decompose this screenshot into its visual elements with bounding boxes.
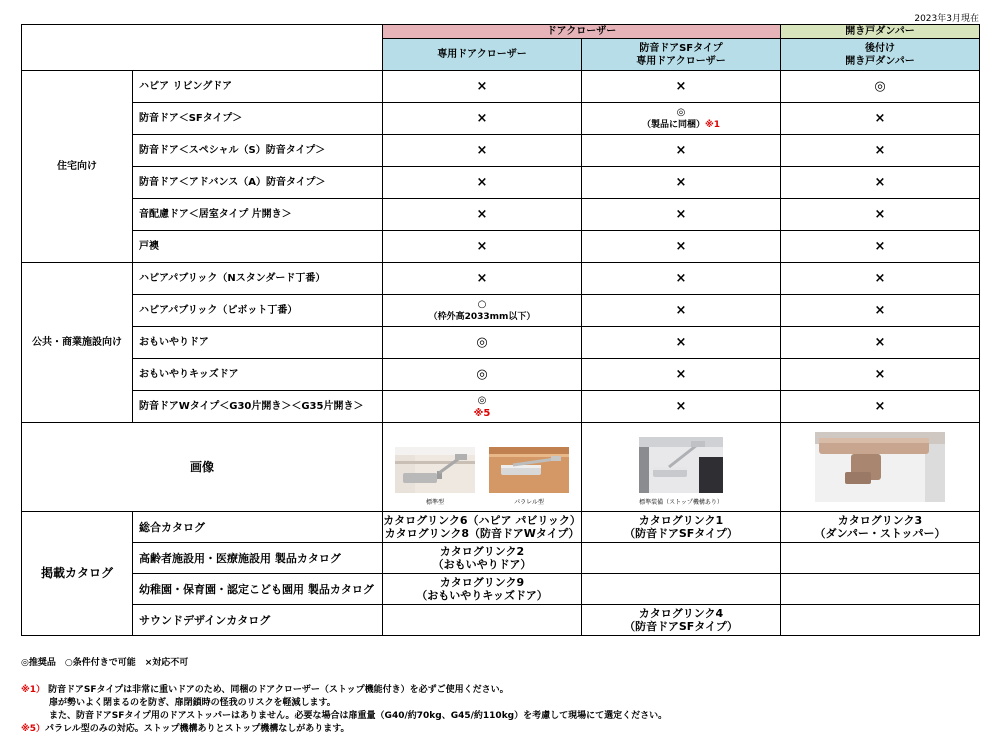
row-name: 防音ドア＜スペシャル（S）防音タイプ＞: [133, 135, 383, 167]
header-col1: 専用ドアクローザー: [383, 39, 582, 71]
empty-cell: [383, 605, 582, 636]
section-public: 公共・商業施設向け: [22, 263, 133, 423]
footnotes: [21, 684, 667, 736]
footnote-mark: ※1）: [21, 685, 46, 695]
footnote-1: [21, 684, 667, 697]
cell-symbol: ×: [781, 135, 980, 167]
header-col2: 防音ドアSFタイプ 専用ドアクローザー: [582, 39, 781, 71]
row-name: 戸襖: [133, 231, 383, 263]
table-row: [22, 512, 980, 543]
cell-note: （枠外高2033mm以下）: [428, 311, 536, 322]
empty-cell: [781, 543, 980, 574]
note-ref[interactable]: ※5: [473, 407, 491, 419]
section-catalog: 掲載カタログ: [22, 512, 133, 636]
door-closer-standard-icon: [395, 447, 475, 493]
header-blank: [22, 25, 383, 71]
row-name: ハピア リビングドア: [133, 71, 383, 103]
catalog-link-cell[interactable]: [383, 574, 582, 605]
catalog-link-cell[interactable]: [383, 543, 582, 574]
cell-symbol: ×: [781, 263, 980, 295]
catalog-note: （防音ドアSFタイプ）: [624, 527, 738, 540]
catalog-note: （ダンパー・ストッパー）: [814, 527, 946, 540]
table-row: [22, 574, 980, 605]
row-name: ハピアパブリック（ピボット丁番）: [133, 295, 383, 327]
header-door-closer: ドアクローザー: [383, 25, 781, 39]
catalog-name: 高齢者施設用・医療施設用 製品カタログ: [133, 543, 383, 574]
footnote-text: 扉が勢いよく閉まるのを防ぎ、扉閉鎖時の怪我のリスクを軽減します。: [49, 698, 336, 708]
cell-symbol: ×: [383, 103, 582, 135]
cell-symbol: ×: [383, 135, 582, 167]
catalog-note: （防音ドアSFタイプ）: [624, 620, 738, 633]
catalog-link-cell[interactable]: [582, 605, 781, 636]
table-row: [22, 391, 980, 423]
catalog-link-cell[interactable]: [582, 512, 781, 543]
cell-symbol-note: [383, 391, 582, 423]
closer-parallel-image: [489, 447, 569, 509]
table-row: [22, 231, 980, 263]
note-ref[interactable]: ※1: [705, 119, 721, 130]
image-caption: パラレル型: [514, 499, 544, 506]
catalog-name: サウンドデザインカタログ: [133, 605, 383, 636]
table-row: [22, 71, 980, 103]
image-cell-col3: [781, 423, 980, 512]
table-row: [22, 327, 980, 359]
catalog-name: 総合カタログ: [133, 512, 383, 543]
catalog-name: 幼稚園・保育園・認定こども園用 製品カタログ: [133, 574, 383, 605]
cell-symbol: ×: [582, 135, 781, 167]
cell-symbol: ×: [781, 231, 980, 263]
footnote-5: [21, 723, 667, 736]
cell-symbol: ×: [781, 199, 980, 231]
cell-symbol: ◎: [781, 71, 980, 103]
cell-symbol: ×: [781, 295, 980, 327]
footnote-text: パラレル型のみの対応。ストップ機構ありとストップ機構なしがあります。: [45, 724, 350, 734]
cell-symbol: ×: [781, 391, 980, 423]
catalog-link[interactable]: カタログリンク9: [439, 576, 525, 589]
table-row: [22, 295, 980, 327]
symbol: ○: [477, 298, 487, 310]
closer-standard-image: [395, 447, 475, 509]
row-name: 防音ドアWタイプ＜G30片開き＞＜G35片開き＞: [133, 391, 383, 423]
cell-symbol: ×: [781, 167, 980, 199]
catalog-link-cell[interactable]: [781, 512, 980, 543]
empty-cell: [781, 605, 980, 636]
table-row: [22, 167, 980, 199]
image-caption: 標準型: [425, 499, 444, 506]
footnote-text: また、防音ドアSFタイプ用のドアストッパーはありません。必要な場合は扉重量（G40/約70kg、G45/約110kg）を考慮して現場にて選定ください。: [49, 711, 668, 721]
cell-symbol: ×: [582, 199, 781, 231]
cell-symbol: ×: [383, 71, 582, 103]
row-name: ハピアパブリック（Nスタンダード丁番）: [133, 263, 383, 295]
cell-symbol: ×: [383, 199, 582, 231]
footnote-text: 防音ドアSFタイプは非常に重いドアのため、同梱のドアクローザー（ストップ機能付き）を必ずご使用ください。: [48, 685, 509, 695]
empty-cell: [582, 543, 781, 574]
header-door-damper: 開き戸ダンパー: [781, 25, 980, 39]
row-name: 防音ドア＜アドバンス（A）防音タイプ＞: [133, 167, 383, 199]
catalog-link[interactable]: カタログリンク1: [638, 514, 724, 527]
cell-symbol: ×: [781, 103, 980, 135]
date-label: 2023年3月現在: [914, 14, 979, 24]
catalog-link[interactable]: カタログリンク6（ハピア パビリック）: [383, 514, 581, 527]
cell-symbol: ◎: [383, 327, 582, 359]
cell-symbol: ×: [582, 167, 781, 199]
section-image: 画像: [22, 423, 383, 512]
symbol: ◎: [676, 106, 686, 118]
table-row: [22, 543, 980, 574]
table-row: [22, 199, 980, 231]
cell-symbol: ×: [781, 359, 980, 391]
table-row: [22, 103, 980, 135]
closer-sf-image: [639, 437, 723, 509]
cell-symbol: ×: [383, 167, 582, 199]
symbol: ◎: [477, 394, 487, 406]
image-caption: 標準装備（ストップ機構あり）: [639, 499, 723, 506]
cell-symbol: ×: [582, 263, 781, 295]
cell-symbol: ×: [582, 327, 781, 359]
door-closer-parallel-icon: [489, 447, 569, 493]
catalog-link-cell[interactable]: [383, 512, 582, 543]
catalog-link[interactable]: カタログリンク3: [837, 514, 923, 527]
cell-symbol: ×: [582, 71, 781, 103]
table-row: [22, 135, 980, 167]
table-row: [22, 263, 980, 295]
header-col3: 後付け 開き戸ダンパー: [781, 39, 980, 71]
cell-symbol: ×: [582, 231, 781, 263]
cell-symbol: ×: [383, 263, 582, 295]
image-cell-col2: [582, 423, 781, 512]
row-name: おもいやりキッズドア: [133, 359, 383, 391]
legend: ◎推奨品 ○条件付きで可能 ×対応不可: [21, 658, 189, 668]
cell-symbol: ◎: [383, 359, 582, 391]
door-damper-icon: [815, 432, 945, 502]
cell-note: （製品に同梱）: [641, 119, 705, 130]
footnote-mark: ※5）: [21, 724, 46, 734]
catalog-note: （おもいやりドア）: [432, 558, 532, 571]
catalog-link[interactable]: カタログリンク8（防音ドアWタイプ）: [384, 527, 580, 540]
cell-symbol: ×: [781, 327, 980, 359]
empty-cell: [781, 574, 980, 605]
cell-symbol-note: [582, 103, 781, 135]
image-cell-col1: [383, 423, 582, 512]
catalog-link[interactable]: カタログリンク4: [638, 607, 724, 620]
cell-symbol-note: [383, 295, 582, 327]
cell-symbol: ×: [383, 231, 582, 263]
row-name: 防音ドア＜SFタイプ＞: [133, 103, 383, 135]
cell-symbol: ×: [582, 391, 781, 423]
table-row: [22, 359, 980, 391]
table-row: [22, 605, 980, 636]
section-residential: 住宅向け: [22, 71, 133, 263]
row-name: おもいやりドア: [133, 327, 383, 359]
empty-cell: [582, 574, 781, 605]
catalog-link[interactable]: カタログリンク2: [439, 545, 525, 558]
door-closer-sf-icon: [639, 437, 723, 493]
compatibility-table: [21, 24, 980, 636]
row-name: 音配慮ドア＜居室タイプ 片開き＞: [133, 199, 383, 231]
cell-symbol: ×: [582, 295, 781, 327]
catalog-note: （おもいやりキッズドア）: [416, 589, 548, 602]
cell-symbol: ×: [582, 359, 781, 391]
